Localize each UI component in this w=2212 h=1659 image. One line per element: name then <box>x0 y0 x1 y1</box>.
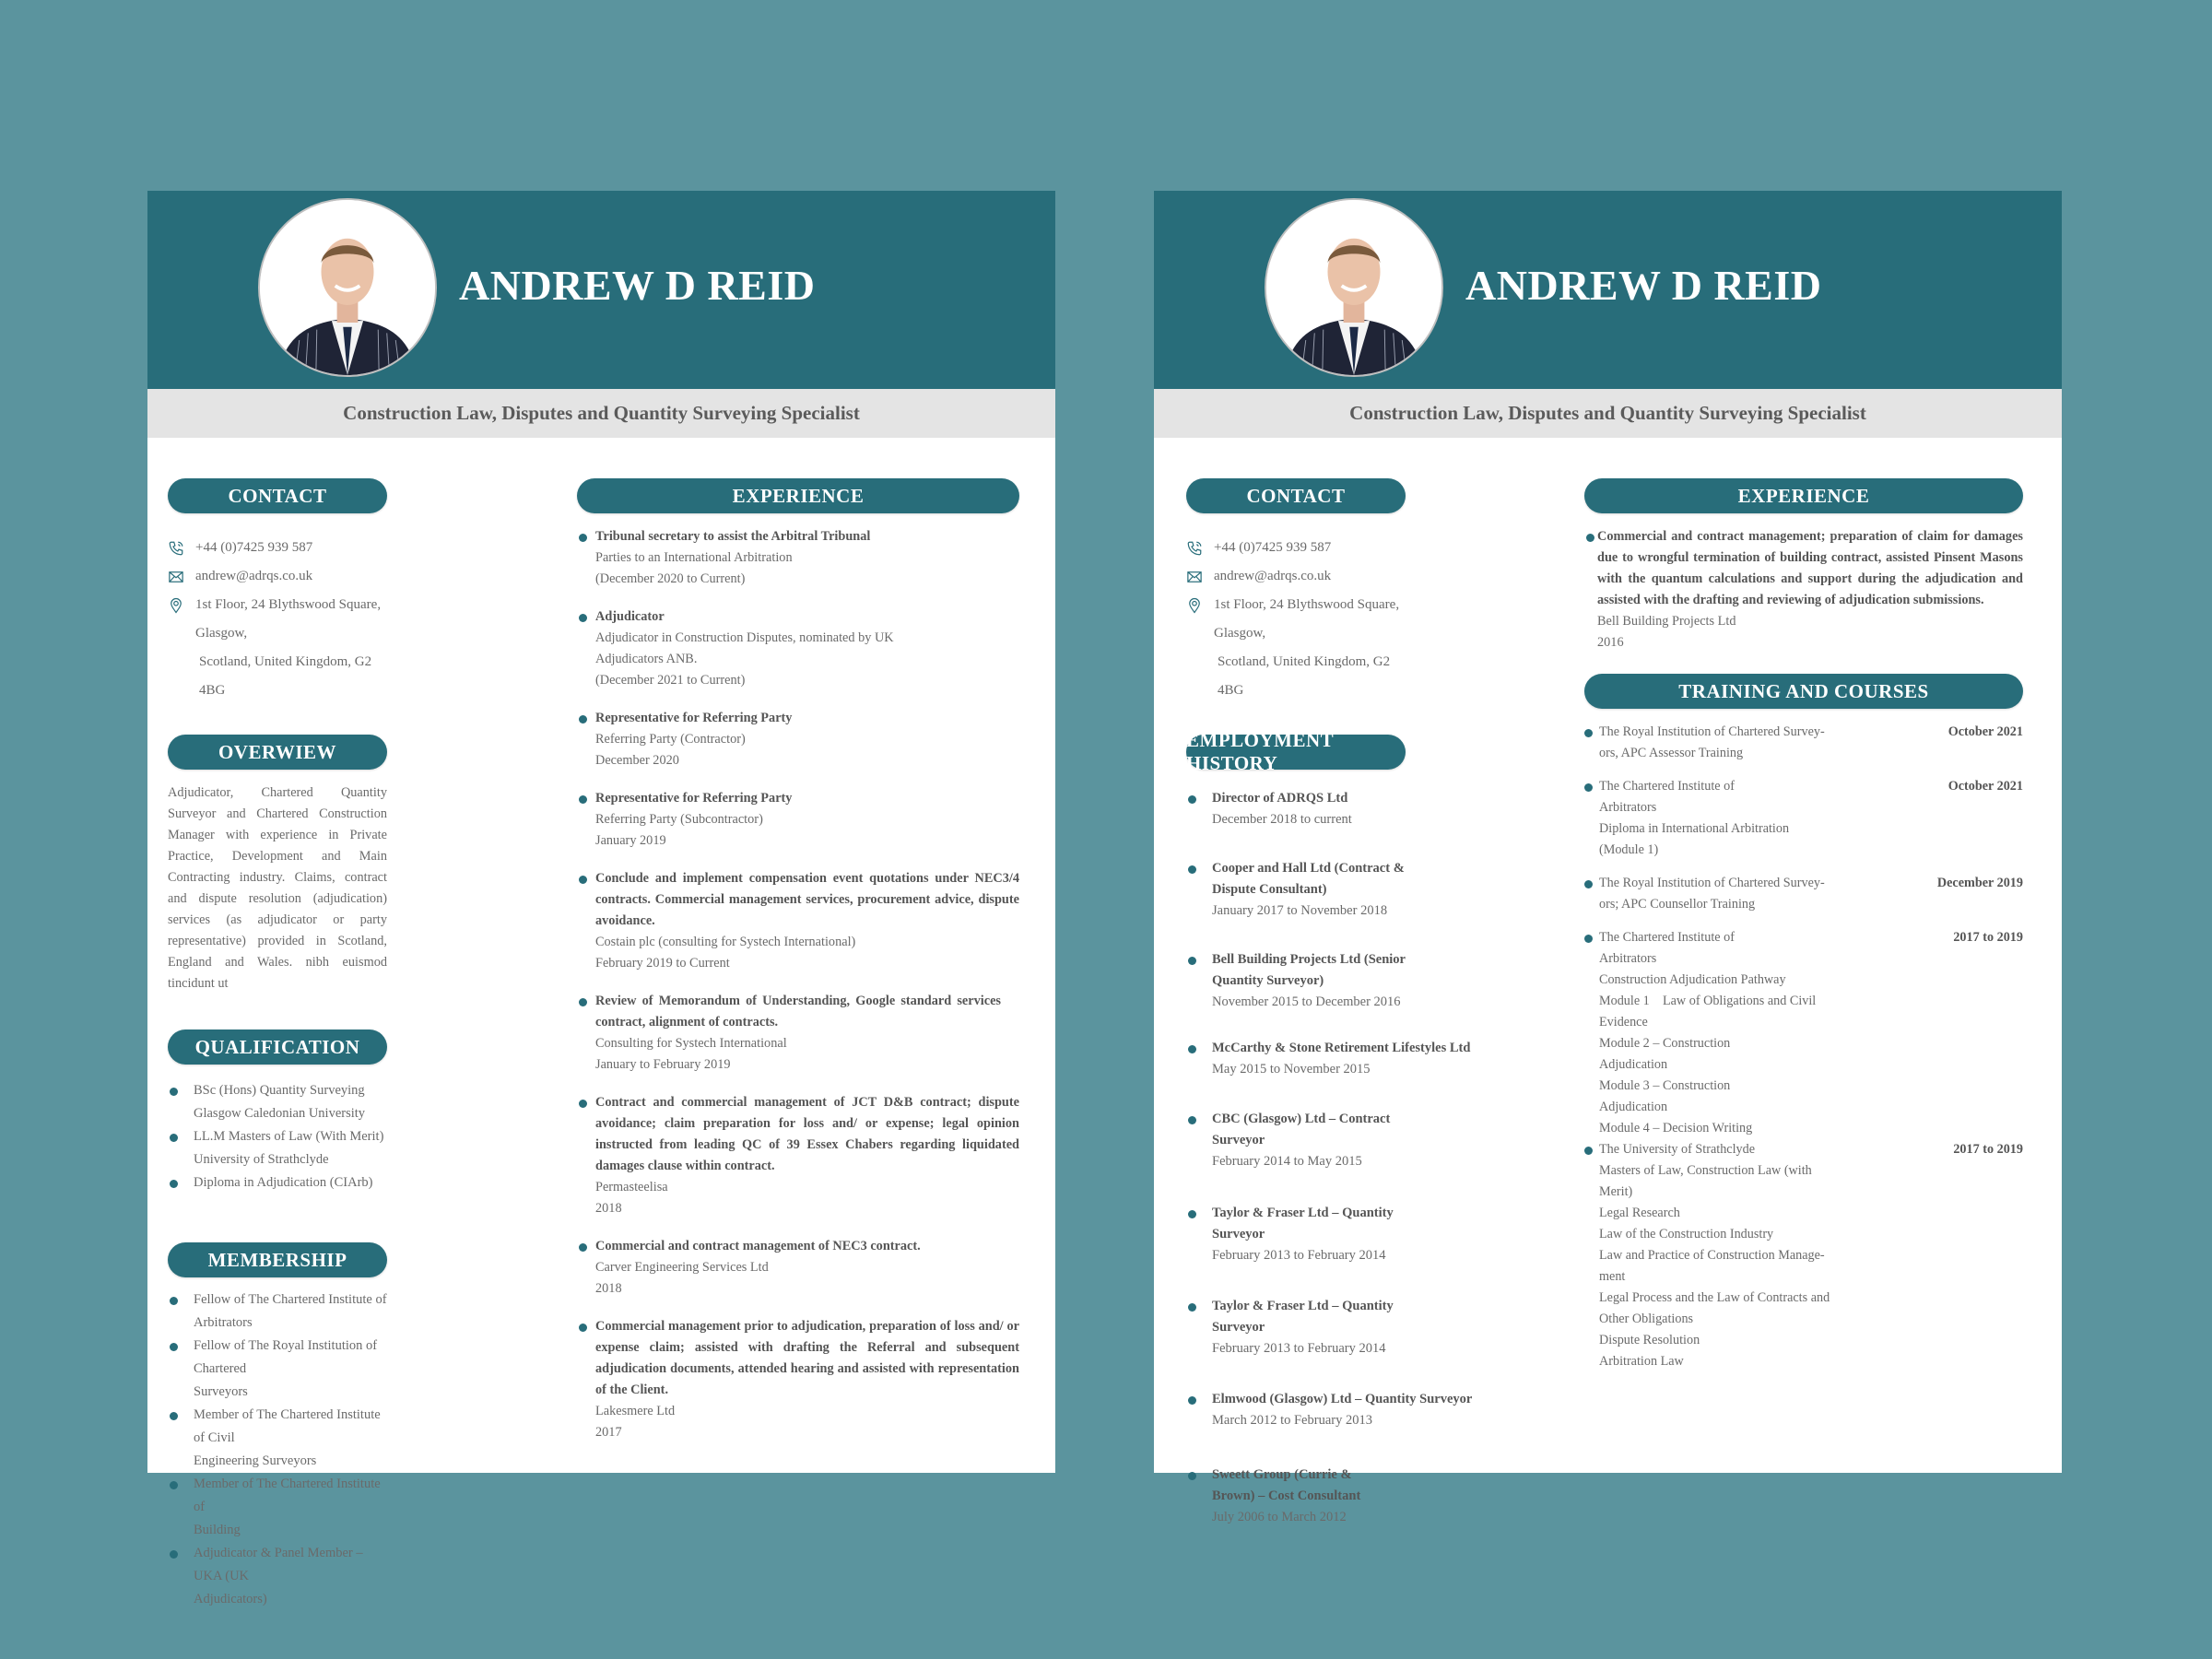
resume-header <box>147 191 1055 389</box>
mail-icon <box>1186 562 1214 591</box>
candidate-tagline: Construction Law, Disputes and Quantity Surveying Specialist <box>343 402 860 424</box>
training-date: October 2021 <box>1947 779 2023 794</box>
experience-item: Contract and commercial management of JCT D&B contract; dispute avoidance; claim preparation for loss and/ or expense; legal opinion instructed from leading QC of 39 Essex Chabers regarding liquidated damages clause within contract. Permasteelisa 2018 <box>577 1092 1019 1219</box>
phone-icon <box>1186 534 1214 562</box>
qualification-item: LL.M Masters of Law (With Merit) University of Strathclyde <box>168 1125 387 1171</box>
contact-email: andrew@adrqs.co.uk <box>168 562 387 591</box>
qualification-heading: QUALIFICATION <box>168 1030 387 1065</box>
left-column <box>1186 478 1473 1528</box>
resume-page-2 <box>1154 191 2062 1524</box>
person-portrait-icon <box>1266 200 1441 375</box>
training-date: December 2019 <box>1936 876 2023 890</box>
right-column <box>1584 478 2023 1384</box>
contact-list <box>1186 534 1406 705</box>
profile-photo <box>1265 198 1443 377</box>
training-item: The Royal Institution of Chartered Survey- ors; APC Counsellor Training December 2019 <box>1584 873 2023 915</box>
membership-list <box>168 1288 387 1611</box>
training-item: The Chartered Institute of Arbitrators Construction Adjudication Pathway Module 1 Law of Obligations and Civil Evidence Module 2 – Construction Adjudication Module 3 – Construction Adjudication Module 4 – Decision Writing 2017 to 2019 <box>1584 927 2023 1139</box>
training-list <box>1584 722 2023 1372</box>
qualification-item: Diploma in Adjudication (CIArb) <box>168 1171 387 1194</box>
resume-page-1 <box>147 191 1055 1606</box>
training-item: The Chartered Institute of Arbitrators Diploma in International Arbitration (Module 1) October 2021 <box>1584 776 2023 861</box>
training-item: The University of Strathclyde Masters of Law, Construction Law (with Merit) Legal Research Law of the Construction Industry Law and Practice of Construction Manage- ment Legal Process and the Law of Contracts and Other Obligations Dispute Resolution Arbitration Law 2017 to 2019 <box>1584 1139 2023 1372</box>
experience-list <box>577 526 1019 1443</box>
experience-item: Conclude and implement compensation event quotations under NEC3/4 contracts. Commercial management services, procurement advice, dispute avoidance. Costain plc (consulting for Systech International) February 2019 to Current <box>577 868 1019 974</box>
contact-address: 1st Floor, 24 Blythswood Square, Glasgow, Scotland, United Kingdom, G2 4BG <box>168 591 387 705</box>
contact-list <box>168 534 387 705</box>
candidate-name: ANDREW D REID <box>1465 262 1822 309</box>
employment-heading: EMPLOYMENT HISTORY <box>1186 735 1406 770</box>
training-date: 2017 to 2019 <box>1953 1142 2023 1157</box>
employment-item: Sweett Group (Currie & Brown) – Cost Consultant July 2006 to March 2012 <box>1186 1465 1406 1528</box>
membership-item: Fellow of The Royal Institution of Chartered Surveyors <box>168 1335 387 1404</box>
left-column <box>168 478 387 1611</box>
membership-item: Adjudicator & Panel Member – UKA (UK Adjudicators) <box>168 1542 387 1611</box>
contact-phone: +44 (0)7425 939 587 <box>1186 534 1406 562</box>
employment-list <box>1186 788 1473 1528</box>
employment-item: Bell Building Projects Ltd (Senior Quantity Surveyor) November 2015 to December 2016 <box>1186 949 1406 1013</box>
experience-item: Review of Memorandum of Understanding, Google standard services contract, alignment of contracts. Consulting for Systech International January to February 2019 <box>577 991 1019 1076</box>
qualification-list <box>168 1079 387 1194</box>
right-column <box>577 478 1019 1460</box>
contact-phone: +44 (0)7425 939 587 <box>168 534 387 562</box>
subtitle-band <box>147 389 1055 438</box>
experience-item: Commercial and contract management of NEC3 contract. Carver Engineering Services Ltd 2018 <box>577 1236 1019 1300</box>
employment-item: Taylor & Fraser Ltd – Quantity Surveyor February 2013 to February 2014 <box>1186 1203 1406 1266</box>
contact-address: 1st Floor, 24 Blythswood Square, Glasgow, Scotland, United Kingdom, G2 4BG <box>1186 591 1406 705</box>
membership-item: Member of The Chartered Institute of Building <box>168 1473 387 1542</box>
employment-item: Director of ADRQS Ltd December 2018 to current <box>1186 788 1406 830</box>
qualification-item: BSc (Hons) Quantity Surveying Glasgow Caledonian University <box>168 1079 387 1125</box>
person-portrait-icon <box>260 200 435 375</box>
candidate-name: ANDREW D REID <box>459 262 816 309</box>
employment-item: CBC (Glasgow) Ltd – Contract Surveyor February 2014 to May 2015 <box>1186 1109 1406 1172</box>
experience-item: Representative for Referring Party Referring Party (Contractor) December 2020 <box>577 708 1019 771</box>
contact-heading: CONTACT <box>1186 478 1406 513</box>
employment-item: Taylor & Fraser Ltd – Quantity Surveyor February 2013 to February 2014 <box>1186 1296 1406 1359</box>
resume-header <box>1154 191 2062 389</box>
overview-text: Adjudicator, Chartered Quantity Surveyor and Chartered Construction Manager with experience in Private Practice, Development and Main Contracting industry. Claims, contract and dispute resolution (adjudication) services (as adjudicator or party representative) provided in Scotland, England and Wales. nibh euismod tincidunt ut <box>168 785 387 991</box>
training-heading: TRAINING AND COURSES <box>1584 674 2023 709</box>
contact-heading: CONTACT <box>168 478 387 513</box>
experience-item: Adjudicator Adjudicator in Construction Disputes, nominated by UK Adjudicators ANB. (December 2021 to Current) <box>577 606 1019 691</box>
membership-heading: MEMBERSHIP <box>168 1242 387 1277</box>
training-date: October 2021 <box>1947 724 2023 739</box>
employment-item: Elmwood (Glasgow) Ltd – Quantity Surveyor March 2012 to February 2013 <box>1186 1389 1406 1431</box>
experience-heading: EXPERIENCE <box>1584 478 2023 513</box>
experience-item: Tribunal secretary to assist the Arbitral Tribunal Parties to an International Arbitration (December 2020 to Current) <box>577 526 1019 590</box>
experience-item: Representative for Referring Party Referring Party (Subcontractor) January 2019 <box>577 788 1019 852</box>
membership-item: Member of The Chartered Institute of Civil Engineering Surveyors <box>168 1404 387 1473</box>
profile-photo <box>258 198 437 377</box>
contact-email: andrew@adrqs.co.uk <box>1186 562 1406 591</box>
phone-icon <box>168 534 195 562</box>
employment-item: Cooper and Hall Ltd (Contract & Dispute Consultant) January 2017 to November 2018 <box>1186 858 1406 922</box>
location-pin-icon <box>168 591 195 619</box>
membership-item: Fellow of The Chartered Institute of Arbitrators <box>168 1288 387 1335</box>
training-date: 2017 to 2019 <box>1953 930 2023 945</box>
location-pin-icon <box>1186 591 1214 619</box>
experience-heading: EXPERIENCE <box>577 478 1019 513</box>
overview-heading: OVERWIEW <box>168 735 387 770</box>
experience-list <box>1584 526 2023 653</box>
training-item: The Royal Institution of Chartered Survey- ors, APC Assessor Training October 2021 <box>1584 722 2023 764</box>
mail-icon <box>168 562 195 591</box>
candidate-tagline: Construction Law, Disputes and Quantity Surveying Specialist <box>1349 402 1866 424</box>
employment-item: McCarthy & Stone Retirement Lifestyles Ltd May 2015 to November 2015 <box>1186 1038 1406 1080</box>
experience-item: Commercial and contract management; preparation of claim for damages due to wrongful termination of building contract, assisted Pinsent Masons with the quantum calculations and support during the adjudication and assisted with the drafting and reviewing of adjudication submissions. Bell Building Projects Ltd 2016 <box>1584 526 2023 653</box>
subtitle-band <box>1154 389 2062 438</box>
experience-item: Commercial management prior to adjudication, preparation of loss and/ or expense claim; assisted with drafting the Referral and subsequent adjudication documents, attended hearing and assisted with representation of the Client. Lakesmere Ltd 2017 <box>577 1316 1019 1443</box>
